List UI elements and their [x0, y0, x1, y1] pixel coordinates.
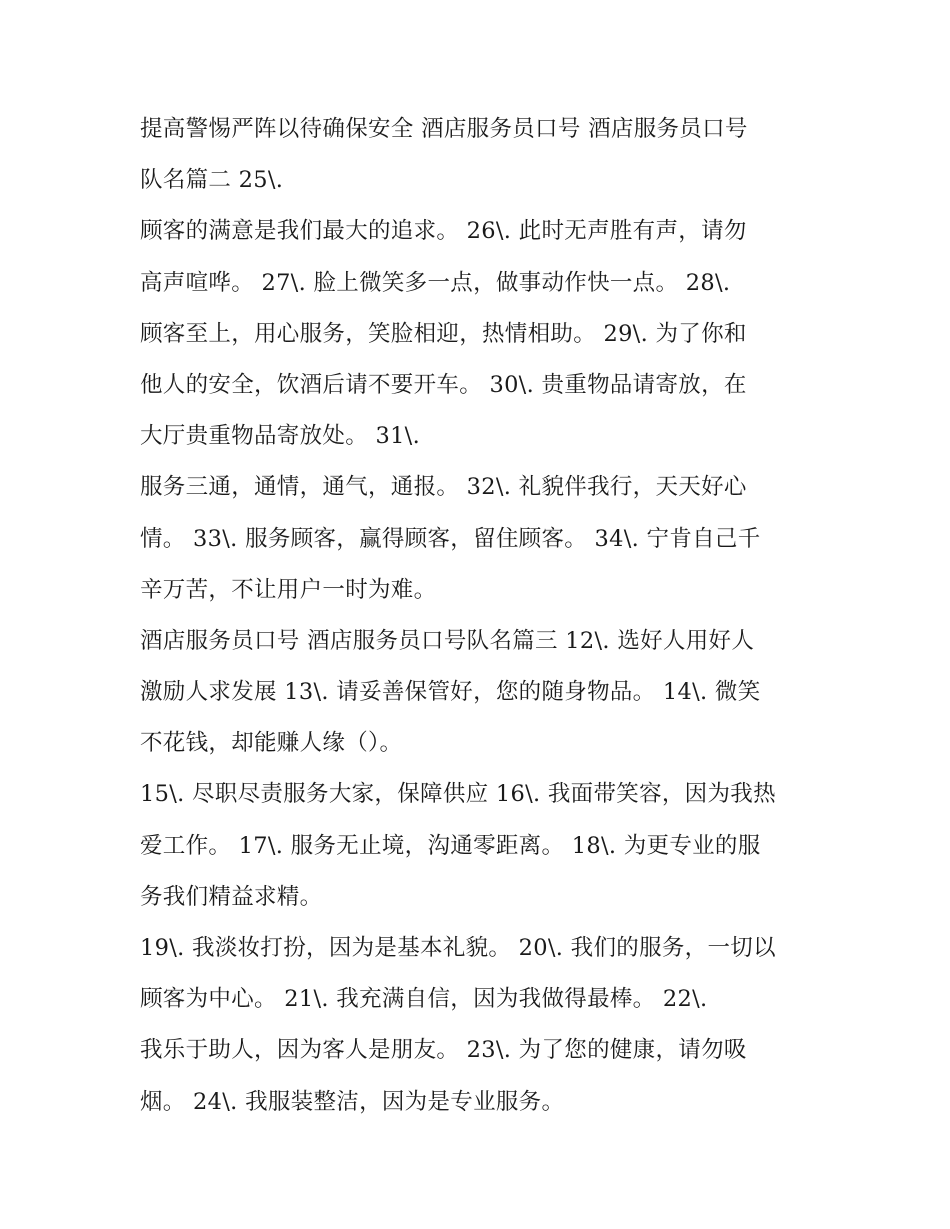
text-line: 爱工作。 17\. 服务无止境，沟通零距离。 18\. 为更专业的服	[140, 832, 761, 859]
text-line: 不花钱，却能赚人缘（）。	[140, 730, 403, 757]
text-line: 大厅贵重物品寄放处。 31\.	[140, 423, 421, 450]
text-line: 服务三通，通情，通气，通报。 32\. 礼貌伴我行，天天好心	[140, 474, 747, 501]
text-line: 激励人求发展 13\. 请妥善保管好，您的随身物品。 14\. 微笑	[140, 679, 761, 706]
text-line: 烟。 24\. 我服装整洁，因为是专业服务。	[140, 1088, 565, 1115]
text-line: 情。 33\. 服务顾客，赢得顾客，留住顾客。 34\. 宁肯自己千	[140, 525, 761, 552]
text-line: 辛万苦，不让用户一时为难。	[140, 576, 437, 603]
text-line: 顾客至上，用心服务，笑脸相迎，热情相助。 29\. 为了你和	[140, 320, 747, 347]
text-line: 酒店服务员口号 酒店服务员口号队名篇三 12\. 选好人用好人	[140, 627, 755, 654]
text-line: 19\. 我淡妆打扮，因为是基本礼貌。 20\. 我们的服务，一切以	[140, 935, 776, 961]
text-line: 15\. 尽职尽责服务大家，保障供应 16\. 我面带笑容，因为我热	[140, 781, 776, 808]
text-line: 他人的安全，饮酒后请不要开车。 30\. 贵重物品请寄放，在	[140, 371, 747, 398]
text-line: 高声喧哗。 27\. 脸上微笑多一点，做事动作快一点。 28\.	[140, 269, 731, 296]
body-text	[140, 104, 820, 1128]
text-line: 提高警惕严阵以待确保安全 酒店服务员口号 酒店服务员口号	[140, 116, 748, 142]
text-line: 我乐于助人，因为客人是朋友。 23\. 为了您的健康，请勿吸	[140, 1037, 747, 1064]
text-line: 务我们精益求精。	[140, 883, 323, 910]
text-line: 顾客的满意是我们最大的追求。 26\. 此时无声胜有声，请勿	[140, 218, 747, 245]
text-line: 顾客为中心。 21\. 我充满自信，因为我做得最棒。 22\.	[140, 986, 708, 1013]
text-line: 队名篇二 25\.	[140, 167, 284, 194]
